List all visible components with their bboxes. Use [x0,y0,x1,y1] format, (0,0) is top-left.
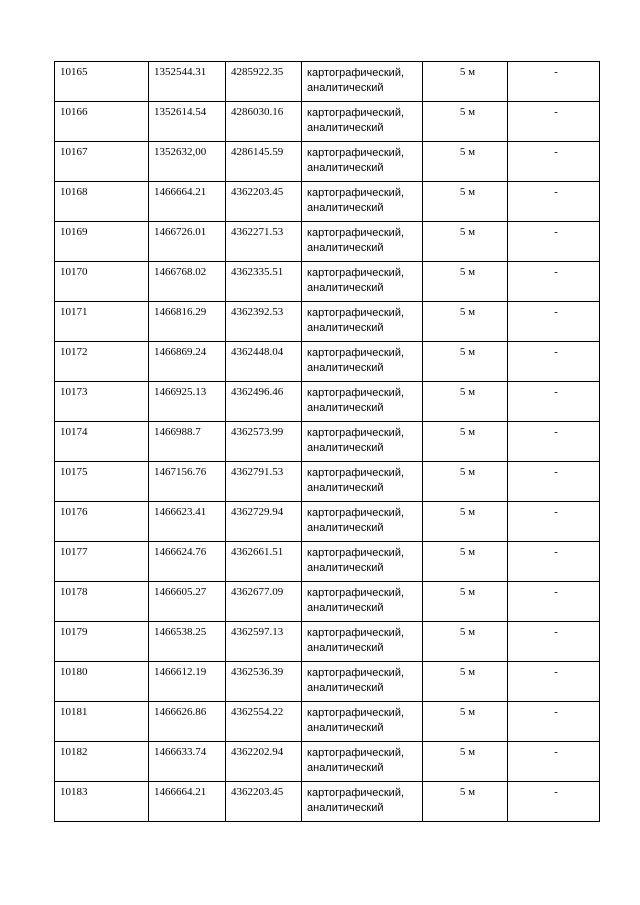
note-cell: - [508,182,600,222]
method-line-1: картографический, [307,387,405,399]
note-cell: - [508,222,600,262]
method-line-1: картографический, [307,707,405,719]
method-line-2: аналитический [307,442,384,454]
method-cell [302,622,423,662]
method-line-1: картографический, [307,347,405,359]
accuracy-cell: 5 м [423,382,508,422]
point-id-cell: 10182 [55,742,149,782]
point-id-cell: 10173 [55,382,149,422]
method-line-2: аналитический [307,762,384,774]
table-row [55,742,600,782]
method-cell [302,222,423,262]
point-id-cell: 10183 [55,782,149,822]
coordinates-table [54,61,600,822]
method-line-2: аналитический [307,522,384,534]
note-cell: - [508,342,600,382]
accuracy-cell: 5 м [423,102,508,142]
accuracy-cell: 5 м [423,182,508,222]
table-row [55,342,600,382]
y-coordinate-cell: 4362335.51 [226,262,302,302]
method-line-2: аналитический [307,82,384,94]
point-id-cell: 10177 [55,542,149,582]
method-line-2: аналитический [307,322,384,334]
method-line-1: картографический, [307,787,405,799]
x-coordinate-cell: 1466624.76 [149,542,226,582]
note-cell: - [508,102,600,142]
note-cell: - [508,62,600,102]
accuracy-cell: 5 м [423,622,508,662]
y-coordinate-cell: 4362573.99 [226,422,302,462]
x-coordinate-cell: 1466816.29 [149,302,226,342]
y-coordinate-cell: 4362202.94 [226,742,302,782]
method-line-2: аналитический [307,682,384,694]
table-row [55,102,600,142]
method-cell [302,102,423,142]
table-row [55,702,600,742]
note-cell: - [508,462,600,502]
point-id-cell: 10166 [55,102,149,142]
x-coordinate-cell: 1352544.31 [149,62,226,102]
x-coordinate-cell: 1466768.02 [149,262,226,302]
x-coordinate-cell: 1466664.21 [149,782,226,822]
y-coordinate-cell: 4362729.94 [226,502,302,542]
x-coordinate-cell: 1466726.01 [149,222,226,262]
accuracy-cell: 5 м [423,142,508,182]
method-cell [302,742,423,782]
note-cell: - [508,782,600,822]
point-id-cell: 10180 [55,662,149,702]
method-cell [302,702,423,742]
method-line-1: картографический, [307,507,405,519]
accuracy-cell: 5 м [423,742,508,782]
table-row [55,622,600,662]
accuracy-cell: 5 м [423,222,508,262]
method-line-1: картографический, [307,267,405,279]
method-cell [302,422,423,462]
x-coordinate-cell: 1466869.24 [149,342,226,382]
note-cell: - [508,742,600,782]
method-cell [302,782,423,822]
y-coordinate-cell: 4362203.45 [226,782,302,822]
x-coordinate-cell: 1466988.7 [149,422,226,462]
table-row [55,222,600,262]
note-cell: - [508,622,600,662]
accuracy-cell: 5 м [423,582,508,622]
x-coordinate-cell: 1466633.74 [149,742,226,782]
accuracy-cell: 5 м [423,302,508,342]
table-row [55,462,600,502]
y-coordinate-cell: 4362791.53 [226,462,302,502]
method-line-2: аналитический [307,282,384,294]
method-line-2: аналитический [307,602,384,614]
table-row [55,262,600,302]
note-cell: - [508,302,600,342]
table-row [55,542,600,582]
point-id-cell: 10170 [55,262,149,302]
x-coordinate-cell: 1466623.41 [149,502,226,542]
y-coordinate-cell: 4362392.53 [226,302,302,342]
point-id-cell: 10171 [55,302,149,342]
note-cell: - [508,382,600,422]
method-cell [302,262,423,302]
table-row [55,382,600,422]
y-coordinate-cell: 4362271.53 [226,222,302,262]
method-line-1: картографический, [307,667,405,679]
accuracy-cell: 5 м [423,662,508,702]
method-cell [302,382,423,422]
method-line-1: картографический, [307,627,405,639]
method-line-1: картографический, [307,467,405,479]
accuracy-cell: 5 м [423,62,508,102]
method-line-2: аналитический [307,642,384,654]
x-coordinate-cell: 1466925.13 [149,382,226,422]
method-cell [302,342,423,382]
table-row [55,142,600,182]
method-cell [302,182,423,222]
x-coordinate-cell: 1466605.27 [149,582,226,622]
table-row [55,302,600,342]
point-id-cell: 10167 [55,142,149,182]
note-cell: - [508,502,600,542]
point-id-cell: 10178 [55,582,149,622]
method-line-1: картографический, [307,747,405,759]
y-coordinate-cell: 4362554.22 [226,702,302,742]
method-line-2: аналитический [307,242,384,254]
method-cell [302,302,423,342]
method-line-2: аналитический [307,122,384,134]
accuracy-cell: 5 м [423,782,508,822]
method-line-2: аналитический [307,482,384,494]
method-line-1: картографический, [307,587,405,599]
method-cell [302,142,423,182]
y-coordinate-cell: 4285922.35 [226,62,302,102]
method-line-2: аналитический [307,402,384,414]
point-id-cell: 10168 [55,182,149,222]
x-coordinate-cell: 1466538.25 [149,622,226,662]
method-line-1: картографический, [307,187,405,199]
table-row [55,502,600,542]
point-id-cell: 10175 [55,462,149,502]
x-coordinate-cell: 1467156.76 [149,462,226,502]
y-coordinate-cell: 4362203.45 [226,182,302,222]
x-coordinate-cell: 1466626.86 [149,702,226,742]
method-cell [302,62,423,102]
table-row [55,662,600,702]
method-line-2: аналитический [307,562,384,574]
method-line-1: картографический, [307,307,405,319]
note-cell: - [508,582,600,622]
accuracy-cell: 5 м [423,262,508,302]
point-id-cell: 10169 [55,222,149,262]
point-id-cell: 10181 [55,702,149,742]
y-coordinate-cell: 4362661.51 [226,542,302,582]
table-row [55,62,600,102]
note-cell: - [508,662,600,702]
method-line-1: картографический, [307,147,405,159]
x-coordinate-cell: 1352632,00 [149,142,226,182]
y-coordinate-cell: 4362677.09 [226,582,302,622]
accuracy-cell: 5 м [423,422,508,462]
note-cell: - [508,142,600,182]
method-line-1: картографический, [307,67,405,79]
method-line-1: картографический, [307,107,405,119]
y-coordinate-cell: 4286030.16 [226,102,302,142]
y-coordinate-cell: 4362597.13 [226,622,302,662]
note-cell: - [508,542,600,582]
method-cell [302,582,423,622]
y-coordinate-cell: 4286145.59 [226,142,302,182]
method-line-1: картографический, [307,427,405,439]
point-id-cell: 10172 [55,342,149,382]
y-coordinate-cell: 4362496.46 [226,382,302,422]
table-body [55,62,600,822]
point-id-cell: 10176 [55,502,149,542]
point-id-cell: 10174 [55,422,149,462]
method-line-2: аналитический [307,362,384,374]
note-cell: - [508,702,600,742]
accuracy-cell: 5 м [423,702,508,742]
method-line-2: аналитический [307,722,384,734]
method-line-1: картографический, [307,547,405,559]
method-cell [302,542,423,582]
method-line-2: аналитический [307,162,384,174]
method-cell [302,502,423,542]
y-coordinate-cell: 4362448.04 [226,342,302,382]
note-cell: - [508,262,600,302]
table-row [55,422,600,462]
table-row [55,582,600,622]
x-coordinate-cell: 1352614.54 [149,102,226,142]
point-id-cell: 10179 [55,622,149,662]
method-line-1: картографический, [307,227,405,239]
method-line-2: аналитический [307,802,384,814]
method-line-2: аналитический [307,202,384,214]
point-id-cell: 10165 [55,62,149,102]
table-row [55,782,600,822]
x-coordinate-cell: 1466612.19 [149,662,226,702]
accuracy-cell: 5 м [423,542,508,582]
accuracy-cell: 5 м [423,342,508,382]
method-cell [302,462,423,502]
method-cell [302,662,423,702]
accuracy-cell: 5 м [423,502,508,542]
note-cell: - [508,422,600,462]
x-coordinate-cell: 1466664.21 [149,182,226,222]
y-coordinate-cell: 4362536.39 [226,662,302,702]
table-row [55,182,600,222]
accuracy-cell: 5 м [423,462,508,502]
